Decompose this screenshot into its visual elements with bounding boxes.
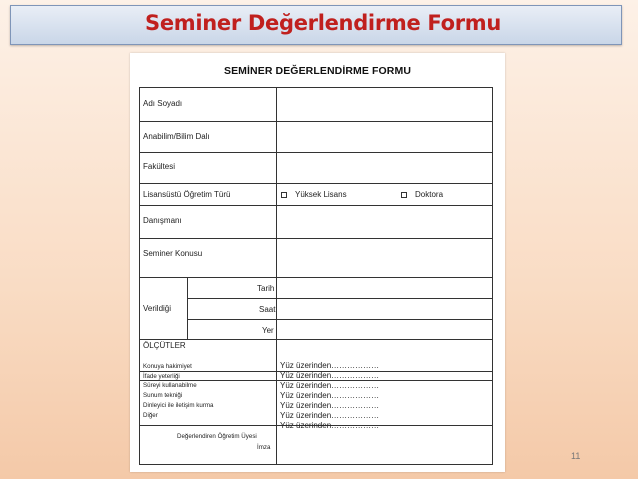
- grid-line: [187, 277, 188, 339]
- score-field[interactable]: Yüz üzerinden………………: [280, 411, 380, 420]
- grid-line: [139, 339, 492, 340]
- criterion-label: Konuya hakimiyet: [143, 363, 192, 370]
- grid-line: [139, 205, 492, 206]
- grid-line: [276, 87, 277, 465]
- label-adi-soyadi: Adı Soyadı: [143, 99, 183, 108]
- label-olcutler: ÖLÇÜTLER: [143, 341, 186, 350]
- form-document: [130, 53, 505, 472]
- label-tarih: Tarih: [257, 284, 275, 293]
- option-yuksek-lisans: Yüksek Lisans: [281, 190, 347, 199]
- grid-line: [139, 277, 492, 278]
- form-table: [139, 87, 492, 465]
- label-fakulte: Fakültesi: [143, 162, 176, 171]
- grid-line: [187, 319, 492, 320]
- label-degerlendiren: Değerlendiren Öğretim Üyesi: [177, 433, 257, 440]
- grid-line: [139, 464, 492, 465]
- page-number: 11: [571, 451, 581, 461]
- grid-line: [187, 298, 492, 299]
- criterion-label: Sunum tekniği: [143, 392, 183, 399]
- grid-line: [139, 87, 492, 88]
- label-seminer-konusu: Seminer Konusu: [143, 249, 203, 258]
- grid-line: [492, 87, 493, 465]
- checkbox-icon[interactable]: [401, 192, 407, 198]
- grid-line: [139, 183, 492, 184]
- label-verildigi: Verildiği: [143, 304, 172, 313]
- label-yer: Yer: [262, 326, 274, 335]
- label-danismani: Danışmanı: [143, 216, 182, 225]
- form-title: SEMİNER DEĞERLENDİRME FORMU: [223, 65, 412, 77]
- score-field[interactable]: Yüz üzerinden………………: [280, 421, 380, 430]
- label-lisansustu: Lisansüstü Öğretim Türü: [143, 190, 231, 199]
- label-anabilim: Anabilim/Bilim Dalı: [143, 132, 210, 141]
- grid-line: [139, 238, 492, 239]
- slide-title: Seminer Değerlendirme Formu: [145, 11, 502, 35]
- score-field[interactable]: Yüz üzerinden………………: [280, 401, 380, 410]
- score-field[interactable]: Yüz üzerinden………………: [280, 381, 380, 390]
- score-field[interactable]: Yüz üzerinden………………: [280, 371, 380, 380]
- grid-line: [139, 121, 492, 122]
- score-field[interactable]: Yüz üzerinden………………: [280, 361, 380, 370]
- criterion-label: Dinleyici ile iletişim kurma: [143, 402, 214, 409]
- grid-line: [139, 152, 492, 153]
- score-field[interactable]: Yüz üzerinden………………: [280, 391, 380, 400]
- criterion-label: Süreyi kullanabilme: [143, 382, 197, 389]
- checkbox-icon[interactable]: [281, 192, 287, 198]
- option-doktora: Doktora: [401, 190, 443, 199]
- criterion-label: Diğer: [143, 412, 158, 419]
- title-bar: [10, 5, 622, 45]
- grid-line: [139, 87, 140, 465]
- label-imza: İmza: [257, 444, 271, 451]
- criterion-label: İfade yeterliği: [143, 373, 180, 380]
- label-saat: Saat: [259, 305, 276, 314]
